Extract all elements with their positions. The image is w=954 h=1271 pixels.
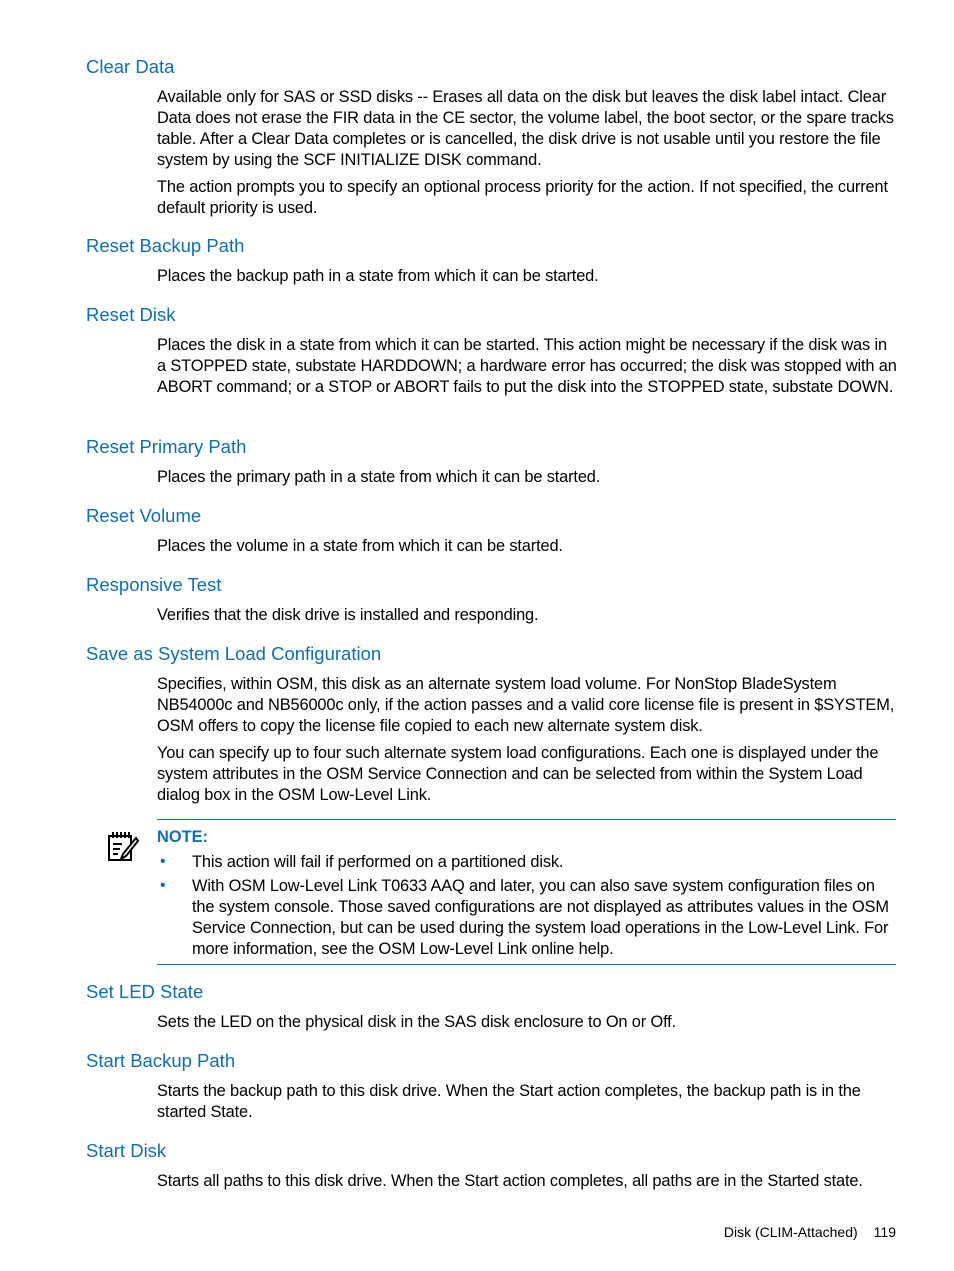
reset-disk-description: Places the disk in a state from which it can be started. This action might be necessary if the disk was in a STOPPED state, substate HARDDOWN; a hardware error has occurred; the disk was stopped with an ABORT command; or a STOP or ABORT fails to put the disk into the STOPPED state, substate DOWN. [157,336,897,396]
save-config-description: Specifies, within OSM, this disk as an alternate system load volume. For NonStop BladeSystem NB54000c and NB56000c only, if the action passes and a valid core license file is present in $SYSTEM, OSM offers to copy the license file copied to each new alternate system disk. [157,675,895,735]
section-heading-reset-primary-path: Reset Primary Path [86,436,247,457]
note-bullet-marker: • [160,877,166,894]
note-bullet-marker: • [160,853,166,870]
section-heading-reset-backup-path: Reset Backup Path [86,235,245,256]
section-heading-responsive-test: Responsive Test [86,574,222,595]
set-led-state-description: Sets the LED on the physical disk in the SAS disk enclosure to On or Off. [157,1013,676,1031]
note-label: NOTE: [157,828,208,846]
reset-primary-path-description: Places the primary path in a state from which it can be started. [157,468,601,486]
note-top-rule [157,819,896,820]
section-heading-clear-data: Clear Data [86,56,175,77]
section-heading-reset-volume: Reset Volume [86,505,202,526]
section-heading-start-disk: Start Disk [86,1140,167,1161]
page-number: 119 [873,1224,896,1240]
section-heading-set-led-state: Set LED State [86,981,204,1002]
page-footer [724,1223,896,1241]
note-item-low-level-link: With OSM Low-Level Link T0633 AAQ and later, you can also save system configuration files on the system console. Those saved configurations are not displayed as attributes values in the OSM Service Connection, but can be used during the system load operations in the Low-Level Link. For more information, see the OSM Low-Level Link online help. [192,877,889,958]
reset-backup-path-description: Places the backup path in a state from which it can be started. [157,267,599,285]
note-pencil-icon [106,829,140,863]
note-bottom-rule [157,964,896,965]
footer-section-title: Disk (CLIM-Attached) [723,1224,858,1240]
section-heading-start-backup-path: Start Backup Path [86,1050,236,1071]
section-heading-reset-disk: Reset Disk [86,304,176,325]
clear-data-priority-note: The action prompts you to specify an optional process priority for the action. If not specified, the current default priority is used. [157,178,888,217]
save-config-limit-note: You can specify up to four such alternate system load configurations. Each one is displayed under the system attributes in the OSM Service Connection and can be selected from within the System Load dialog box in the OSM Low-Level Link. [157,744,879,804]
reset-volume-description: Places the volume in a state from which it can be started. [157,537,563,555]
note-item-partitioned-disk: This action will fail if performed on a partitioned disk. [192,853,564,871]
responsive-test-description: Verifies that the disk drive is installed and responding. [157,606,539,624]
section-heading-save-as-system-load-configuration: Save as System Load Configuration [86,643,382,664]
start-disk-description: Starts all paths to this disk drive. When the Start action completes, all paths are in the Started state. [157,1172,863,1190]
clear-data-description: Available only for SAS or SSD disks -- Erases all data on the disk but leaves the disk label intact. Clear Data does not erase the FIR data in the CE sector, the volume label, the boot sector, or the spare tracks table. After a Clear Data completes or is cancelled, the disk drive is not usable until you restore the file system by using the SCF INITIALIZE DISK command. [157,88,894,169]
start-backup-path-description: Starts the backup path to this disk drive. When the Start action completes, the backup path is in the started State. [157,1082,861,1121]
